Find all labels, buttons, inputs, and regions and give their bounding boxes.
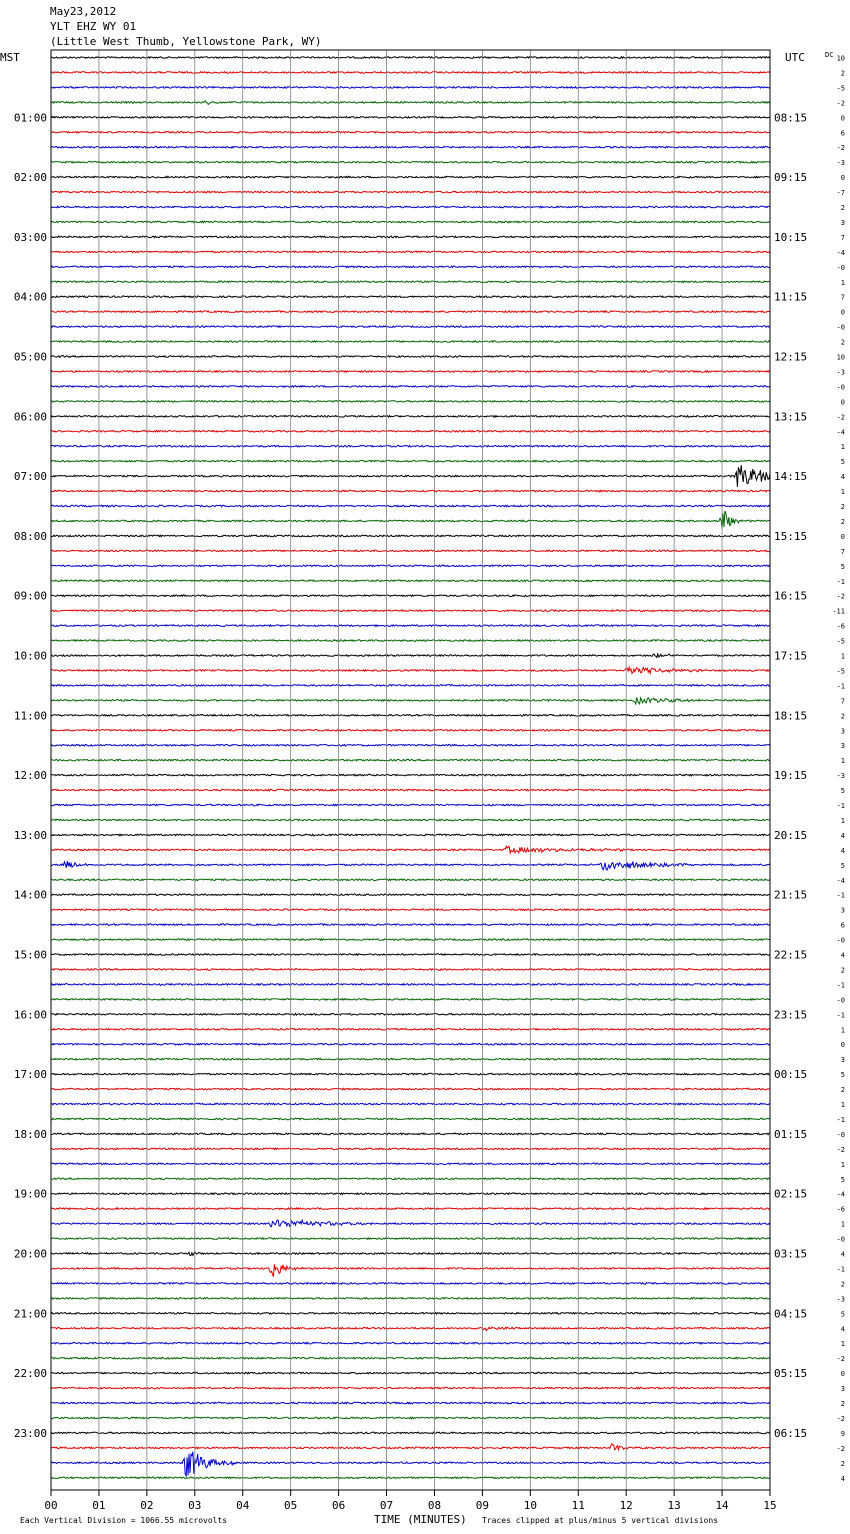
utc-hour-label: 22:15: [774, 948, 808, 962]
trace-row-16: [51, 296, 770, 298]
dc-offset-label: -2: [836, 1355, 845, 1364]
utc-hour-label: 16:15: [774, 589, 808, 603]
mst-hour-label: 20:00: [13, 1247, 47, 1261]
trace-row-69: [51, 1088, 770, 1090]
dc-offset-label: -2: [836, 1414, 845, 1423]
dc-offset-label: 4: [840, 1250, 845, 1259]
x-tick-label-02: 02: [140, 1499, 154, 1512]
trace-row-85: [51, 1327, 770, 1331]
trace-row-39: [51, 640, 770, 642]
trace-row-82: [51, 1283, 770, 1285]
trace-row-72: [51, 1133, 770, 1135]
dc-offset-label: -3: [836, 159, 845, 168]
dc-offset-label: 2: [840, 517, 845, 526]
mst-hour-label: 12:00: [13, 769, 47, 783]
trace-row-29: [51, 490, 770, 492]
trace-row-3: [51, 101, 770, 105]
trace-row-26: [51, 445, 770, 447]
trace-row-40: [51, 654, 770, 658]
dc-offset-label: -1: [836, 1011, 845, 1020]
trace-row-13: [51, 251, 770, 253]
trace-row-34: [51, 565, 770, 567]
x-tick-label-10: 10: [523, 1499, 537, 1512]
utc-hour-label: 05:15: [774, 1367, 808, 1381]
trace-row-14: [51, 266, 770, 268]
dc-offset-label: -3: [836, 772, 845, 781]
utc-hour-label: 23:15: [774, 1008, 808, 1022]
x-tick-label-12: 12: [619, 1499, 633, 1512]
trace-row-17: [51, 311, 770, 313]
dc-offset-label: -6: [836, 622, 845, 631]
dc-offset-label: 5: [840, 1310, 845, 1319]
x-tick-label-07: 07: [379, 1499, 394, 1512]
dc-offset-label: -2: [836, 413, 845, 422]
dc-offset-label: -2: [836, 1444, 845, 1453]
dc-offset-label: -2: [836, 1145, 845, 1154]
dc-offset-label: 2: [840, 712, 845, 721]
trace-row-78: [51, 1220, 770, 1227]
x-tick-label-09: 09: [475, 1499, 490, 1512]
mst-hour-label: 09:00: [13, 589, 47, 603]
dc-offset-label: 7: [840, 547, 845, 556]
trace-row-61: [51, 969, 770, 971]
trace-row-51: [51, 819, 770, 821]
trace-row-36: [51, 595, 770, 597]
utc-hour-label: 19:15: [774, 769, 808, 783]
dc-offset-label: -5: [836, 637, 845, 646]
mst-hour-label: 11:00: [13, 709, 47, 723]
dc-offset-label: 10: [836, 353, 845, 362]
trace-row-86: [51, 1342, 770, 1344]
dc-offset-label: 1: [840, 278, 845, 287]
trace-row-9: [51, 191, 770, 193]
x-tick-label-03: 03: [188, 1499, 202, 1512]
trace-row-52: [51, 834, 770, 836]
dc-offset-label: 1: [840, 443, 845, 452]
utc-hour-label: 10:15: [774, 230, 808, 244]
dc-offset-label: -2: [836, 592, 845, 601]
dc-offset-label: 5: [840, 861, 845, 870]
trace-row-79: [51, 1238, 770, 1240]
x-tick-label-01: 01: [92, 1499, 106, 1512]
trace-row-56: [51, 894, 770, 896]
x-tick-label-13: 13: [667, 1499, 681, 1512]
trace-row-46: [51, 744, 770, 746]
dc-offset-label: 5: [840, 787, 845, 796]
dc-offset-label: -1: [836, 891, 845, 900]
dc-offset-label: 0: [840, 1370, 845, 1379]
dc-offset-label: 4: [840, 846, 845, 855]
mst-hour-label: 08:00: [13, 529, 47, 543]
trace-row-80: [51, 1252, 770, 1256]
utc-hour-label: 02:15: [774, 1187, 808, 1201]
mst-hour-label: 23:00: [13, 1426, 47, 1440]
utc-hour-label: 01:15: [774, 1127, 808, 1141]
trace-row-93: [51, 1444, 770, 1450]
trace-row-37: [51, 610, 770, 612]
trace-row-20: [51, 356, 770, 358]
dc-offset-label: -3: [836, 368, 845, 377]
trace-row-63: [51, 999, 770, 1001]
dc-offset-label: 7: [840, 233, 845, 242]
trace-row-70: [51, 1103, 770, 1105]
x-tick-label-05: 05: [284, 1499, 298, 1512]
mst-hour-label: 04:00: [13, 290, 47, 304]
trace-row-30: [51, 505, 770, 507]
utc-hour-label: 21:15: [774, 888, 808, 902]
dc-offset-label: -1: [836, 682, 845, 691]
x-tick-label-15: 15: [763, 1499, 777, 1512]
dc-offset-label: 2: [840, 1086, 845, 1095]
trace-row-0: [51, 57, 770, 59]
scale-note: Each Vertical Division = 1066.55 microvolts: [20, 1516, 228, 1525]
dc-offset-label: -1: [836, 1265, 845, 1274]
trace-row-33: [51, 550, 770, 552]
trace-row-27: [51, 460, 770, 462]
mst-hour-label: 15:00: [13, 948, 47, 962]
dc-offset-label: 0: [840, 398, 845, 407]
dc-offset-label: -0: [836, 383, 845, 392]
trace-row-12: [51, 236, 770, 238]
trace-row-24: [51, 416, 770, 418]
trace-row-44: [51, 715, 770, 717]
dc-offset-label: -4: [836, 428, 845, 437]
utc-hour-label: 17:15: [774, 649, 808, 663]
dc-offset-label: 1: [840, 652, 845, 661]
dc-offset-label: -0: [836, 1235, 845, 1244]
trace-row-23: [51, 401, 770, 403]
x-tick-label-04: 04: [236, 1499, 250, 1512]
utc-hour-label: 00:15: [774, 1068, 808, 1082]
dc-offset-label: -0: [836, 996, 845, 1005]
trace-row-19: [51, 341, 770, 343]
dc-offset-label: 1: [840, 816, 845, 825]
dc-offset-label: -0: [836, 1130, 845, 1139]
trace-row-38: [51, 625, 770, 627]
mst-axis-title: MST: [0, 51, 20, 64]
trace-row-42: [51, 685, 770, 687]
trace-row-45: [51, 730, 770, 732]
mst-hour-label: 19:00: [13, 1187, 47, 1201]
dc-offset-label: -1: [836, 577, 845, 586]
dc-offset-label: 1: [840, 1220, 845, 1229]
mst-hour-label: 14:00: [13, 888, 47, 902]
dc-offset-label: 5: [840, 1071, 845, 1080]
trace-row-2: [51, 87, 770, 89]
trace-row-10: [51, 206, 770, 208]
mst-hour-label: 03:00: [13, 230, 47, 244]
mst-hour-label: 21:00: [13, 1307, 47, 1321]
trace-row-50: [51, 804, 770, 806]
trace-row-91: [51, 1417, 770, 1419]
utc-hour-label: 12:15: [774, 350, 808, 364]
trace-row-87: [51, 1357, 770, 1359]
trace-row-67: [51, 1058, 770, 1060]
dc-offset-label: -2: [836, 99, 845, 108]
dc-offset-label: 2: [840, 204, 845, 212]
trace-row-6: [51, 146, 770, 148]
trace-row-18: [51, 326, 770, 328]
trace-row-68: [51, 1073, 770, 1075]
dc-axis-title: DC: [825, 51, 834, 59]
mst-hour-label: 10:00: [13, 649, 47, 663]
trace-row-41: [51, 667, 770, 673]
dc-offset-label: 0: [840, 532, 845, 541]
utc-hour-label: 08:15: [774, 111, 808, 125]
dc-offset-label: -4: [836, 1190, 845, 1199]
utc-hour-label: 13:15: [774, 410, 808, 424]
dc-offset-label: 4: [840, 1474, 845, 1483]
trace-row-65: [51, 1029, 770, 1031]
dc-offset-label: 6: [840, 129, 845, 138]
dc-offset-label: 2: [840, 1280, 845, 1289]
dc-offset-label: 4: [840, 831, 845, 840]
trace-row-8: [51, 176, 770, 178]
trace-row-28: [51, 465, 770, 487]
dc-offset-label: 5: [840, 1175, 845, 1184]
dc-offset-label: 0: [840, 308, 845, 317]
dc-offset-label: -1: [836, 1115, 845, 1124]
trace-row-15: [51, 281, 770, 283]
trace-group: [51, 57, 770, 1479]
utc-axis-title: UTC: [785, 51, 805, 64]
trace-row-55: [51, 879, 770, 881]
dc-offset-label: 7: [840, 293, 845, 302]
mst-hour-label: 22:00: [13, 1367, 47, 1381]
dc-offset-label: 1: [840, 488, 845, 497]
trace-row-66: [51, 1043, 770, 1045]
trace-row-21: [51, 371, 770, 373]
dc-offset-label: -11: [832, 607, 845, 616]
utc-hour-label: 14:15: [774, 470, 808, 484]
dc-offset-label: 0: [840, 174, 845, 183]
dc-offset-label: 6: [840, 921, 845, 930]
dc-offset-label: -1: [836, 802, 845, 810]
dc-offset-label: -4: [836, 876, 845, 885]
trace-row-83: [51, 1298, 770, 1300]
trace-row-81: [51, 1264, 770, 1277]
dc-offset-label: -3: [836, 1295, 845, 1304]
dc-offset-label: 9: [840, 1429, 845, 1438]
mst-hour-label: 07:00: [13, 470, 47, 484]
trace-row-22: [51, 386, 770, 388]
dc-offset-label: 5: [840, 562, 845, 571]
trace-row-71: [51, 1118, 770, 1120]
trace-row-5: [51, 132, 770, 134]
dc-offset-label: -2: [836, 144, 845, 153]
dc-offset-label: -6: [836, 1205, 845, 1214]
x-axis-label: TIME (MINUTES): [374, 1513, 467, 1526]
trace-row-95: [51, 1477, 770, 1479]
trace-row-35: [51, 580, 770, 582]
utc-hour-label: 20:15: [774, 828, 808, 842]
dc-offset-label: 7: [840, 697, 845, 706]
dc-offset-label: -7: [836, 189, 845, 198]
x-tick-label-14: 14: [715, 1499, 729, 1512]
dc-offset-label: 3: [840, 727, 845, 736]
utc-hour-label: 04:15: [774, 1307, 808, 1321]
axis-labels: [0, 51, 845, 1526]
x-tick-label-08: 08: [427, 1499, 442, 1512]
dc-offset-label: 3: [840, 218, 845, 227]
mst-hour-label: 06:00: [13, 410, 47, 424]
dc-offset-label: -0: [836, 263, 845, 272]
trace-row-32: [51, 535, 770, 537]
x-tick-label-11: 11: [571, 1499, 585, 1512]
dc-offset-label: 3: [840, 906, 845, 915]
mst-hour-label: 18:00: [13, 1127, 47, 1141]
trace-row-49: [51, 789, 770, 791]
trace-row-75: [51, 1178, 770, 1180]
dc-offset-label: -0: [836, 323, 845, 332]
dc-offset-label: 1: [840, 1340, 845, 1349]
trace-row-25: [51, 431, 770, 433]
header-date: May23,2012: [50, 5, 117, 18]
trace-row-47: [51, 759, 770, 761]
utc-hour-label: 18:15: [774, 709, 808, 723]
mst-hour-label: 01:00: [13, 111, 47, 125]
trace-row-1: [51, 72, 770, 74]
dc-offset-label: 2: [840, 1459, 845, 1468]
trace-row-74: [51, 1163, 770, 1165]
dc-offset-label: 4: [840, 1325, 845, 1334]
dc-offset-label: -4: [836, 248, 845, 257]
trace-row-7: [51, 161, 770, 163]
dc-offset-label: -1: [836, 981, 845, 990]
trace-row-57: [51, 909, 770, 911]
trace-row-53: [51, 846, 770, 853]
utc-hour-label: 06:15: [774, 1426, 808, 1440]
trace-row-59: [51, 939, 770, 941]
dc-offset-label: 3: [840, 1056, 845, 1065]
trace-row-58: [51, 924, 770, 926]
dc-offset-label: 1: [840, 1101, 845, 1109]
x-tick-label-00: 00: [44, 1499, 58, 1512]
trace-row-48: [51, 774, 770, 776]
x-tick-label-06: 06: [331, 1499, 346, 1512]
trace-row-89: [51, 1387, 770, 1389]
utc-hour-label: 03:15: [774, 1247, 808, 1261]
dc-offset-label: 1: [840, 1026, 845, 1035]
mst-hour-label: 17:00: [13, 1068, 47, 1082]
dc-offset-label: 2: [840, 69, 845, 78]
mst-hour-label: 13:00: [13, 828, 47, 842]
trace-row-31: [51, 511, 770, 529]
trace-row-11: [51, 221, 770, 223]
mst-hour-label: 05:00: [13, 350, 47, 364]
trace-row-88: [51, 1372, 770, 1374]
clip-note: Traces clipped at plus/minus 5 vertical divisions: [482, 1516, 719, 1525]
dc-offset-label: 3: [840, 742, 845, 751]
dc-offset-label: 2: [840, 503, 845, 511]
header-location: (Little West Thumb, Yellowstone Park, WY): [50, 35, 322, 48]
utc-hour-label: 15:15: [774, 529, 808, 543]
trace-row-4: [51, 117, 770, 119]
dc-offset-label: 2: [840, 966, 845, 975]
dc-offset-label: 10: [836, 54, 845, 63]
dc-offset-label: -5: [836, 84, 845, 93]
trace-row-77: [51, 1208, 770, 1210]
trace-row-62: [51, 984, 770, 986]
trace-row-90: [51, 1402, 770, 1404]
trace-row-84: [51, 1313, 770, 1315]
trace-row-92: [51, 1432, 770, 1434]
header-station: YLT EHZ WY 01: [50, 20, 137, 33]
dc-offset-label: 3: [840, 1385, 845, 1394]
dc-offset-label: 0: [840, 114, 845, 123]
trace-row-73: [51, 1148, 770, 1150]
dc-offset-label: 1: [840, 757, 845, 766]
dc-offset-label: 0: [840, 1041, 845, 1050]
dc-offset-label: 5: [840, 458, 845, 467]
trace-row-64: [51, 1014, 770, 1016]
mst-hour-label: 16:00: [13, 1008, 47, 1022]
mst-hour-label: 02:00: [13, 171, 47, 185]
dc-offset-label: 2: [840, 1400, 845, 1408]
dc-offset-label: 1: [840, 1160, 845, 1169]
utc-hour-label: 09:15: [774, 171, 808, 185]
dc-offset-label: -0: [836, 936, 845, 945]
dc-offset-label: -5: [836, 667, 845, 676]
trace-row-54: [51, 861, 770, 870]
dc-offset-label: 4: [840, 473, 845, 482]
dc-offset-label: 2: [840, 338, 845, 347]
trace-row-60: [51, 954, 770, 956]
utc-hour-label: 11:15: [774, 290, 808, 304]
trace-row-43: [51, 697, 770, 704]
trace-row-94: [51, 1452, 770, 1476]
trace-row-76: [51, 1193, 770, 1195]
dc-offset-label: 4: [840, 951, 845, 960]
